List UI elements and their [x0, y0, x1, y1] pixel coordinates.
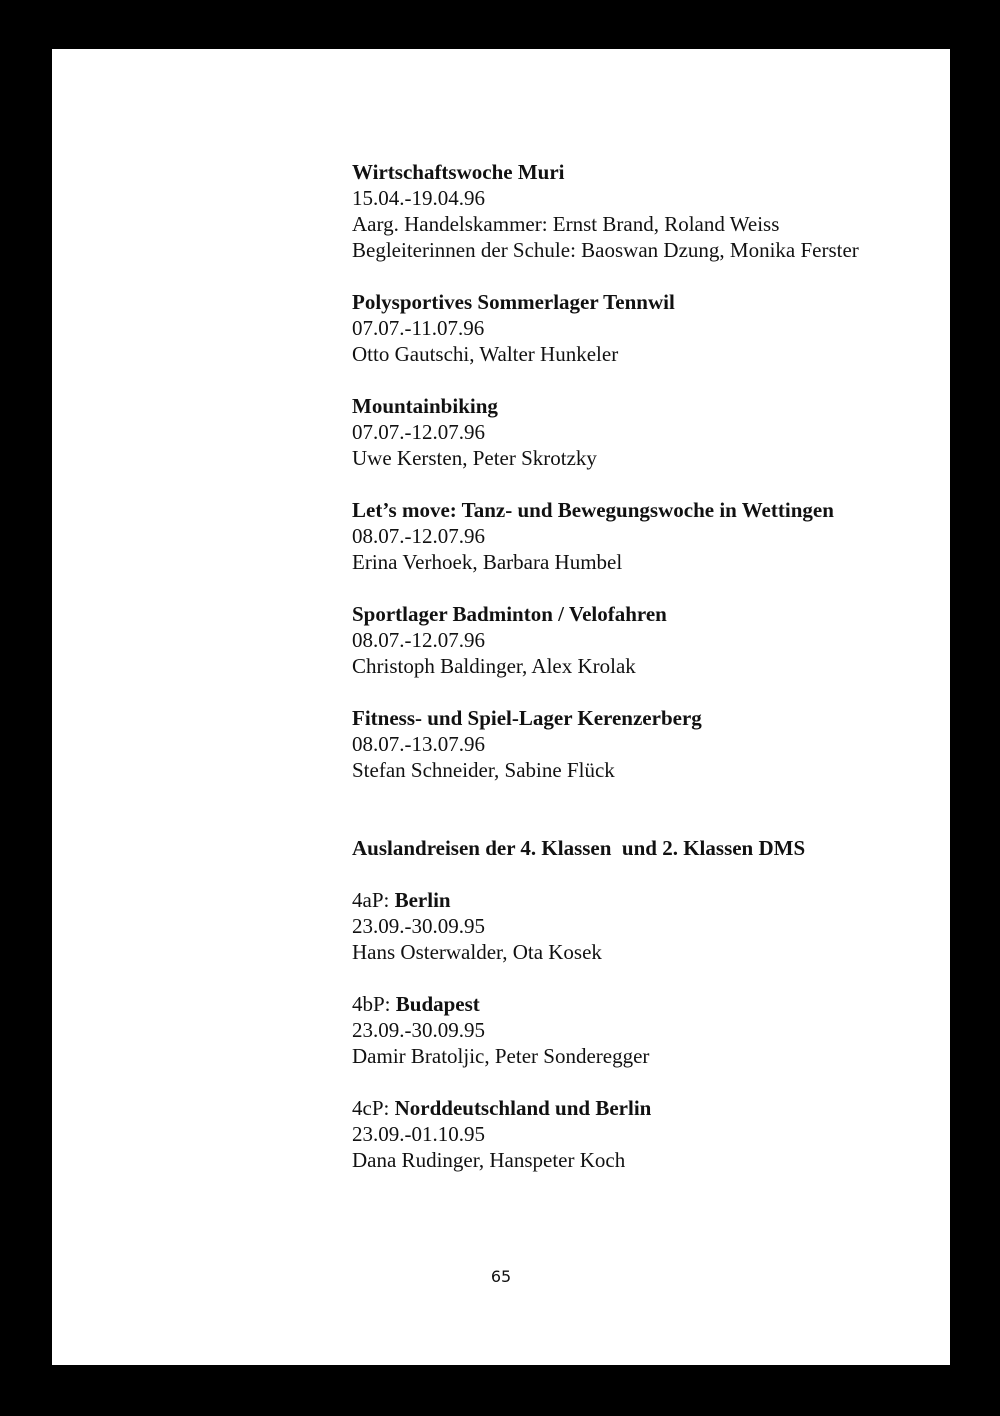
- trip-people: Hans Osterwalder, Ota Kosek: [352, 940, 602, 964]
- page-content: [352, 159, 932, 1199]
- event-entry: [352, 159, 932, 263]
- trip-date: 23.09.-30.09.95: [352, 1018, 485, 1042]
- trip-people: Dana Rudinger, Hanspeter Koch: [352, 1148, 626, 1172]
- event-date: 08.07.-13.07.96: [352, 732, 485, 756]
- event-title: Mountainbiking: [352, 394, 498, 418]
- trip-destination: Norddeutschland und Berlin: [394, 1096, 652, 1120]
- section-spacer: [352, 809, 932, 835]
- event-people: Otto Gautschi, Walter Hunkeler: [352, 342, 619, 366]
- trip-entry: [352, 991, 932, 1069]
- event-people: Begleiterinnen der Schule: Baoswan Dzung, Monika Ferster: [352, 238, 859, 262]
- event-date: 15.04.-19.04.96: [352, 186, 485, 210]
- event-date: 07.07.-11.07.96: [352, 316, 485, 340]
- event-people: Aarg. Handelskammer: Ernst Brand, Roland Weiss: [352, 212, 780, 236]
- event-people: Erina Verhoek, Barbara Humbel: [352, 550, 623, 574]
- document-page: [52, 49, 950, 1365]
- trip-entry: [352, 887, 932, 965]
- event-date: 08.07.-12.07.96: [352, 628, 485, 652]
- trip-people: Damir Bratoljic, Peter Sonderegger: [352, 1044, 650, 1068]
- trip-title: [352, 887, 932, 913]
- event-title: Let’s move: Tanz- und Bewegungswoche in Wettingen: [352, 498, 834, 522]
- event-entry: [352, 497, 932, 575]
- page-number: 65: [490, 1267, 512, 1286]
- trip-date: 23.09.-30.09.95: [352, 914, 485, 938]
- event-people: Stefan Schneider, Sabine Flück: [352, 758, 615, 782]
- trip-class: 4cP:: [352, 1096, 390, 1120]
- event-title: Polysportives Sommerlager Tennwil: [352, 290, 675, 314]
- event-entry: [352, 289, 932, 367]
- trip-entry: [352, 1095, 932, 1173]
- event-title: Sportlager Badminton / Velofahren: [352, 602, 667, 626]
- event-title: Fitness- und Spiel-Lager Kerenzerberg: [352, 706, 702, 730]
- trip-title: [352, 991, 932, 1017]
- event-date: 08.07.-12.07.96: [352, 524, 485, 548]
- trip-class: 4bP:: [352, 992, 391, 1016]
- event-entry: [352, 601, 932, 679]
- trip-date: 23.09.-01.10.95: [352, 1122, 485, 1146]
- event-people: Uwe Kersten, Peter Skrotzky: [352, 446, 597, 470]
- trip-title: [352, 1095, 932, 1121]
- event-entry: [352, 393, 932, 471]
- trip-class: 4aP:: [352, 888, 390, 912]
- event-date: 07.07.-12.07.96: [352, 420, 485, 444]
- trip-destination: Berlin: [394, 888, 451, 912]
- trip-destination: Budapest: [395, 992, 480, 1016]
- event-title: Wirtschaftswoche Muri: [352, 160, 565, 184]
- event-people: Christoph Baldinger, Alex Krolak: [352, 654, 636, 678]
- section-heading: Auslandreisen der 4. Klassen und 2. Klassen DMS: [352, 836, 806, 860]
- event-entry: [352, 705, 932, 783]
